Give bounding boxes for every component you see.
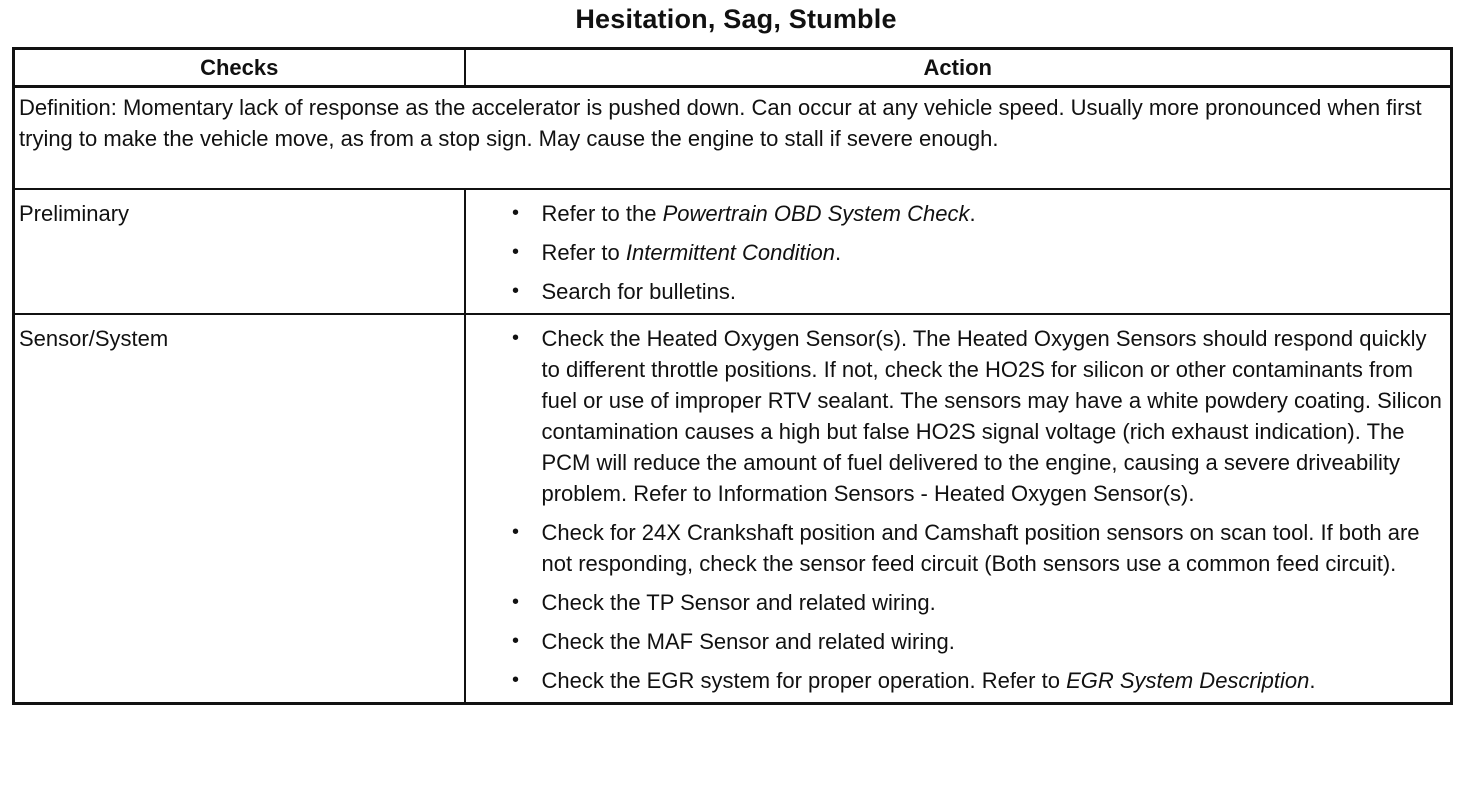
table-header-row [14, 49, 1452, 87]
action-column-header: Action [465, 49, 1452, 87]
check-name: Sensor/System [14, 314, 465, 704]
definition-row [14, 87, 1452, 190]
action-text: Check the Heated Oxygen Sensor(s). The Heated Oxygen Sensors should respond quickly to different throttle positions. If not, check the HO2S for silicon or other contaminants from fuel or use of improper RTV sealant. The sensors may have a white powdery coating. Silicon contamination causes a high but false HO2S signal voltage (rich exhaust indication). The PCM will reduce the amount of fuel delivered to the engine, causing a severe driveability problem. Refer to Information Sensors - Heated Oxygen Sensor(s). [541, 326, 1442, 506]
page-title: Hesitation, Sag, Stumble [575, 4, 897, 34]
action-item [506, 517, 1447, 579]
reference-link[interactable]: Intermittent Condition [625, 240, 835, 265]
check-name: Preliminary [14, 189, 465, 314]
bullet-dot-icon: • [511, 280, 519, 302]
action-item [506, 665, 1447, 696]
checks-column-header: Checks [14, 49, 465, 87]
bullet-dot-icon: • [511, 591, 519, 613]
action-cell [465, 189, 1452, 314]
action-text: Search for bulletins. [541, 279, 736, 304]
reference-link[interactable]: Powertrain OBD System Check [662, 201, 970, 226]
action-cell [465, 314, 1452, 704]
bullet-dot-icon: • [511, 630, 519, 652]
action-list [506, 323, 1447, 696]
action-text: Refer to the [541, 201, 663, 226]
action-list [506, 198, 1447, 307]
bullet-dot-icon: • [511, 521, 519, 543]
action-item [506, 237, 1447, 268]
action-item [506, 626, 1447, 657]
bullet-dot-icon: • [511, 327, 519, 349]
table-row [14, 314, 1452, 704]
action-item [506, 323, 1447, 509]
action-text: Check the EGR system for proper operation. Refer to [541, 668, 1067, 693]
action-text-after: . [834, 240, 842, 265]
diagnostic-table [12, 47, 1453, 705]
table-row [14, 189, 1452, 314]
bullet-dot-icon: • [511, 669, 519, 691]
action-item [506, 276, 1447, 307]
bullet-dot-icon: • [511, 241, 519, 263]
action-text: Check the MAF Sensor and related wiring. [541, 629, 955, 654]
action-item [506, 198, 1447, 229]
definition-text: Definition: Momentary lack of response as the accelerator is pushed down. Can occur at any vehicle speed. Usually more pronounced when first trying to make the vehicle move, as from a stop sign. May cause the engine to stall if severe enough. [14, 87, 1452, 190]
action-text: Check the TP Sensor and related wiring. [541, 590, 936, 615]
action-text-after: . [1309, 668, 1316, 693]
action-text: Refer to [541, 240, 626, 265]
action-item [506, 587, 1447, 618]
action-text: Check for 24X Crankshaft position and Camshaft position sensors on scan tool. If both are not responding, check the sensor feed circuit (Both sensors use a common feed circuit). [541, 520, 1420, 576]
bullet-dot-icon: • [511, 202, 519, 224]
reference-link[interactable]: EGR System Description [1066, 668, 1310, 693]
action-text-after: . [969, 201, 976, 226]
